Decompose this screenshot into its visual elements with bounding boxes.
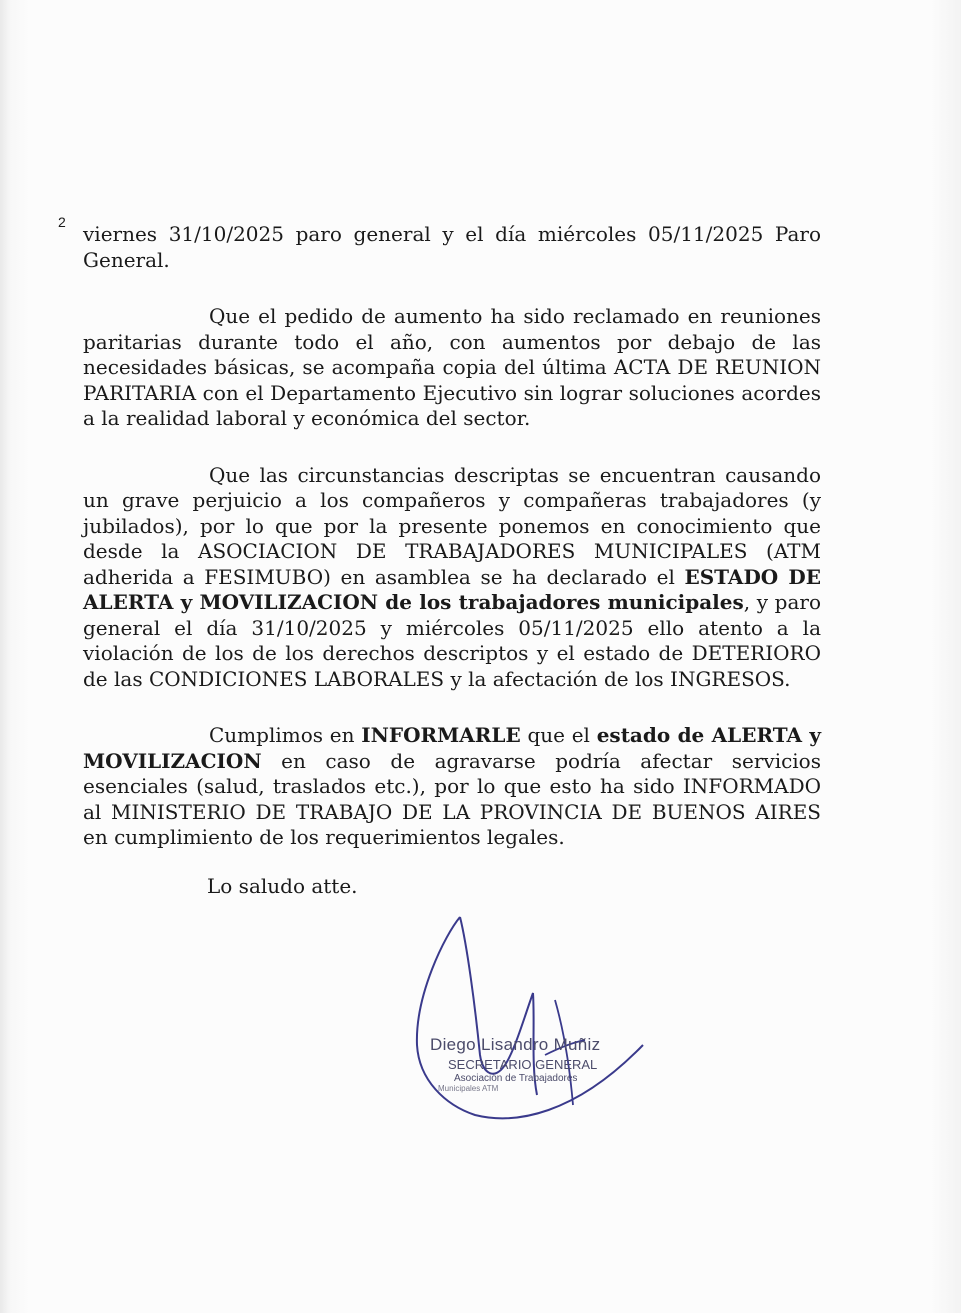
stamp-name: Diego Lisandro Muñiz (430, 1035, 601, 1054)
stamp-role: SECRETARIO GENERAL (448, 1057, 598, 1072)
official-stamp (430, 1035, 630, 1093)
paragraph-4-text-2: que el (520, 723, 597, 747)
paragraph-4 (83, 723, 821, 851)
paragraph-1: viernes 31/10/2025 paro general y el día miércoles 05/11/2025 Paro General. (83, 222, 821, 272)
paragraph-3-bold-1: ESTADO DE ALERTA y MOVILIZACION de los trabajadores municipales (83, 564, 821, 614)
paragraph-3-text-1: Que las circunstancias descriptas se encuentran causando un grave perjuicio a los compañeros y compañeras trabajadores (y jubilados), por lo que por la presente ponemos en conocimiento que desde la ASOCIACION DE TRABAJADORES MUNICIPALES (ATM adherida a FESIMUBO) en asamblea se ha declarado el (83, 462, 821, 589)
letter-body (83, 222, 821, 851)
signature-block (405, 905, 655, 1125)
closing-salutation: Lo saludo atte. (207, 874, 358, 898)
paragraph-4-text-1: Cumplimos en (209, 723, 362, 747)
stamp-organization-2: Municipales ATM (438, 1084, 499, 1093)
paragraph-4-bold-1: INFORMARLE (361, 723, 521, 747)
paragraph-3 (83, 463, 821, 693)
paragraph-4-text-3: en caso de agravarse podría afectar servicios esenciales (salud, traslados etc.), por lo que esto ha sido INFORMADO al MINISTERIO DE TRABAJO DE LA PROVINCIA DE BUENOS AIRES en cumplimiento de los requerimientos legales. (83, 748, 821, 849)
paragraph-4-bold-2: estado de ALERTA y MOVILIZACION (83, 723, 821, 773)
paragraph-3-text-2: , y paro general el día 31/10/2025 y miércoles 05/11/2025 ello atento a la violación de los de los derechos descriptos y el estado de DETERIORO de las CONDICIONES LABORALES y la afectación de los INGRESOS. (83, 590, 821, 691)
page-number: 2 (58, 214, 66, 230)
paragraph-2: Que el pedido de aumento ha sido reclamado en reuniones paritarias durante todo el año, con aumentos por debajo de las necesidades básicas, se acompaña copia del última ACTA DE REUNION PARITARIA con el Departamento Ejecutivo sin lograr soluciones acordes a la realidad laboral y económica del sector. (83, 304, 821, 430)
stamp-organization: Asociación de Trabajadores (454, 1073, 578, 1084)
